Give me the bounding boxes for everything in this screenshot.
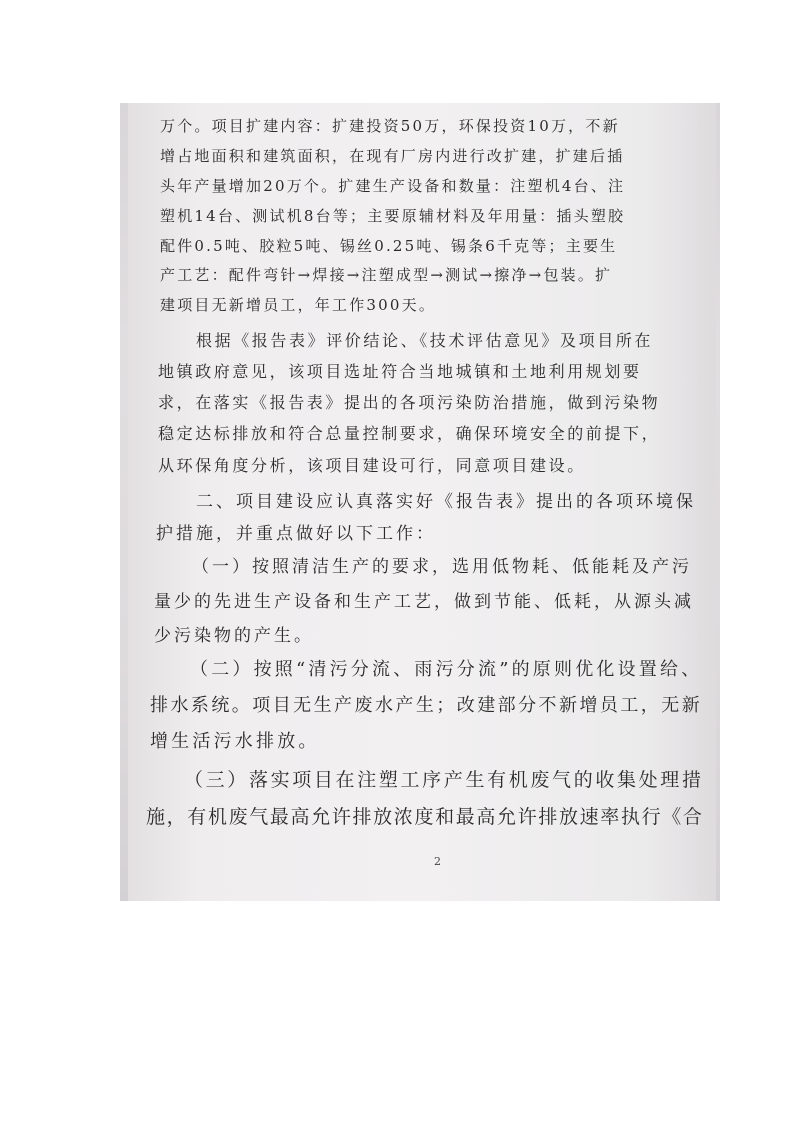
- text-line: 配件0.5吨、胶粒5吨、锡丝0.25吨、锡条6千克等；主要生: [160, 237, 618, 255]
- text-line: （一）按照清洁生产的要求，选用低物耗、低能耗及产污: [192, 557, 692, 577]
- text-line: 地镇政府意见，该项目选址符合当地城镇和土地利用规划要: [158, 362, 642, 381]
- page-number: 2: [434, 855, 441, 868]
- text-line: 护措施，并重点做好以下工作：: [156, 524, 436, 544]
- text-line: 少污染物的产生。: [154, 626, 314, 646]
- text-line: 建项目无新增员工，年工作300天。: [160, 296, 437, 314]
- text-line: 根据《报告表》评价结论、《技术评估意见》及项目所在: [196, 331, 654, 350]
- document-body: [128, 103, 716, 901]
- text-line: 万个。项目扩建内容：扩建投资50万，环保投资10万，不新: [160, 117, 620, 135]
- text-line: 从环保角度分析，该项目建设可行，同意项目建设。: [158, 456, 586, 475]
- text-line: 量少的先进生产设备和生产工艺，做到节能、低耗，从源头减: [154, 592, 694, 612]
- text-line: 增占地面积和建筑面积，在现有厂房内进行改扩建，扩建后插: [160, 147, 625, 165]
- text-line: 排水系统。项目无生产废水产生；改建部分不新增员工，无新: [150, 695, 703, 716]
- text-line: 增生活污水排放。: [150, 731, 320, 752]
- text-line: 塑机14台、测试机8台等；主要原辅材料及年用量：插头塑胶: [160, 207, 626, 225]
- text-line: 产工艺：配件弯针→焊接→注塑成型→测试→擦净→包装。扩: [160, 266, 613, 284]
- text-line: 头年产量增加20万个。扩建生产设备和数量：注塑机4台、注: [160, 177, 626, 195]
- text-line: 二、项目建设应认真落实好《报告表》提出的各项环境保: [196, 492, 696, 512]
- text-line: （三）落实项目在注塑工序产生有机废气的收集处理措: [184, 769, 704, 791]
- text-line: 施，有机废气最高允许排放浓度和最高允许排放速率执行《合: [146, 806, 704, 828]
- document-photo: [120, 103, 720, 901]
- text-line: 求，在落实《报告表》提出的各项污染防治措施，做到污染物: [158, 393, 661, 412]
- paper-sheet: [128, 103, 716, 901]
- text-line: （二）按照“清污分流、雨污分流”的原则优化设置给、: [190, 659, 703, 680]
- text-line: 稳定达标排放和符合总量控制要求，确保环境安全的前提下，: [158, 424, 661, 443]
